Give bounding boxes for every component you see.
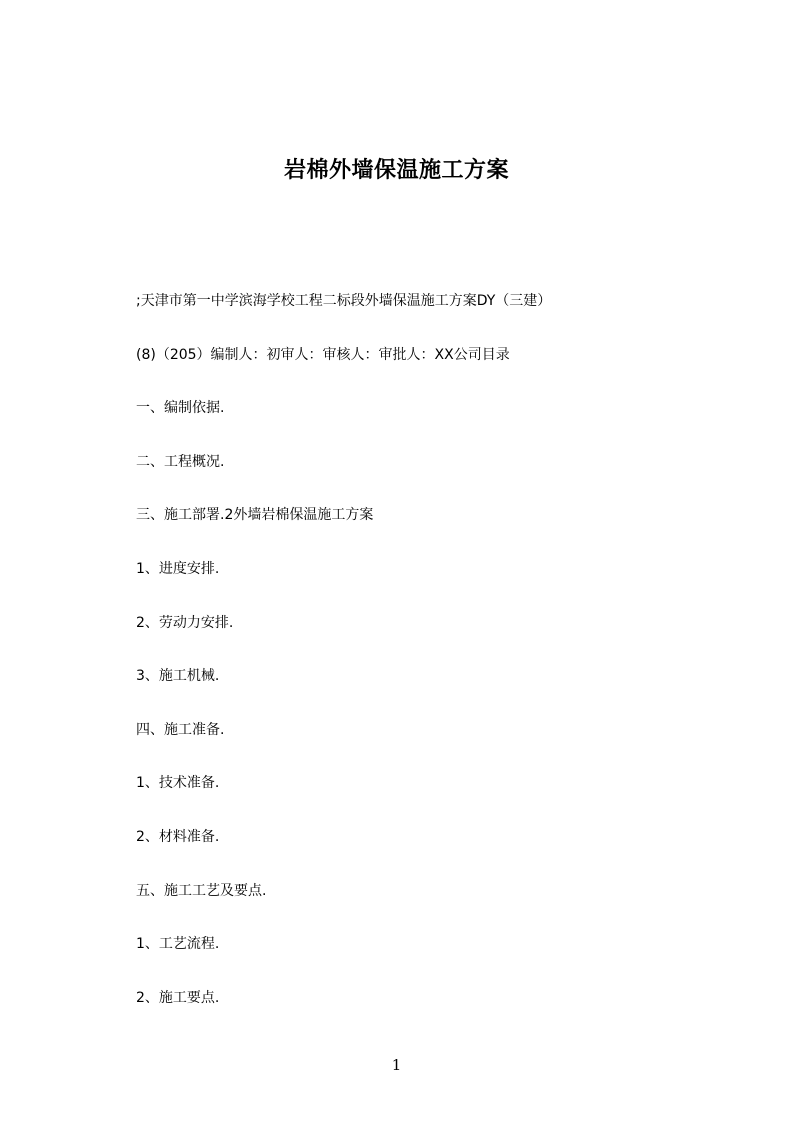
toc-item: 2、材料准备. [136,828,220,845]
page-number: 1 [391,1056,402,1074]
toc-item: 1、技术准备. [136,775,220,792]
document-title: 岩棉外墙保温施工方案 [283,157,509,183]
toc-item: 二、工程概况. [136,453,225,470]
table-of-contents [136,288,696,1038]
toc-item: 三、施工部署.2外墙岩棉保温施工方案 [136,507,374,524]
project-title-line: ;天津市第一中学滨海学校工程二标段外墙保温施工方案DY（三建） [136,293,552,309]
toc-item: 1、进度安排. [136,560,220,577]
toc-item: 四、施工准备. [136,721,225,738]
toc-item: 3、施工机械. [136,668,220,685]
signatories-line: (8)（205）编制人：初审人：审核人：审批人：XX公司目录 [136,346,510,363]
toc-item: 五、施工工艺及要点. [136,882,267,899]
toc-item: 一、编制依据. [136,400,225,417]
toc-item: 2、施工要点. [136,989,220,1006]
toc-item: 2、劳动力安排. [136,614,234,631]
toc-item: 1、工艺流程. [136,936,220,953]
